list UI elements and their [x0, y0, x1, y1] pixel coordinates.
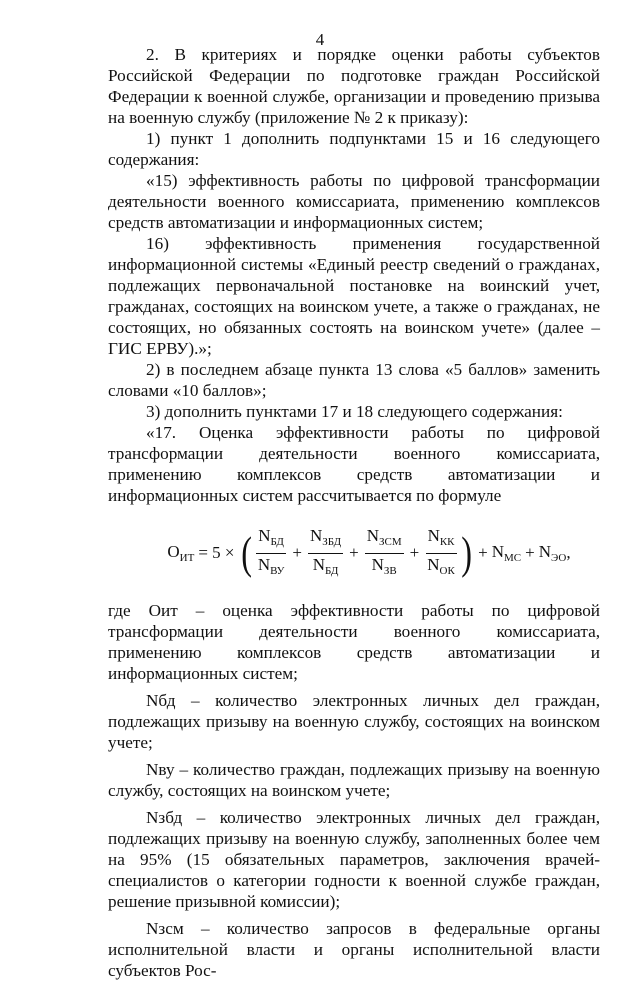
paragraph-12: Nзсм – количество запросов в федеральные органы исполнительной власти и органы исполнительной власти субъектов Рос-: [108, 919, 600, 980]
fraction-1: $\frac{N_{БД}}{N_{ВУ}}$: [257, 525, 285, 577]
paragraph-6: 3) дополнить пунктами 17 и 18 следующего содержания:: [146, 402, 563, 421]
plus-sign: +: [478, 543, 488, 562]
paragraph-9: Nбд – количество электронных личных дел граждан, подлежащих призыву на военную службу, состоящих на воинском учете;: [108, 691, 600, 752]
term-eo: $N_{ЭО}$: [538, 542, 567, 564]
fraction-2: $\frac{N_{ЗБД}}{N_{БД}}$: [309, 525, 342, 577]
plus-sign: +: [292, 543, 302, 562]
formula-close-paren: ): [461, 527, 472, 578]
paragraph-3: «15) эффективность работы по цифровой трансформации деятельности военного комиссариата, применению комплексов средств автоматизации и информационных систем;: [108, 171, 600, 232]
paragraph-11: Nзбд – количество электронных личных дел граждан, подлежащих призыву на военную службу, заполненных более чем на 95% (15 обязательных параметров, заключения врачей-специалистов о категории годности к военной службе граждан, решение призывной комиссии);: [108, 808, 600, 911]
paragraph-4: 16) эффективность применения государственной информационной системы «Единый реестр сведений о гражданах, подлежащих первоначальной постановке на воинский учет, гражданах, состоящих на воинском учете, а также о гражданах, не состоящих, но обязанных состоять на воинском учете» (далее – ГИС ЕРВУ).»;: [108, 234, 600, 358]
paragraph-10: Nву – количество граждан, подлежащих призыву на военную службу, состоящих на воинском учете;: [108, 760, 600, 800]
document-body: [108, 44, 600, 981]
formula-open-paren: (: [240, 527, 252, 578]
paragraph-1: 2. В критериях и порядке оценки работы субъектов Российской Федерации по подготовке граждан Российской Федерации к военной службе, организации и проведению призыва на военную службу (приложение № 2 к приказу):: [108, 45, 600, 127]
plus-sign: +: [525, 543, 535, 562]
fraction-3: $\frac{N_{ЗСМ}}{N_{ЗВ}}$: [366, 525, 402, 577]
fraction-4: $\frac{N_{КК}}{N_{ОК}}$: [427, 525, 455, 577]
term-mc: $N_{МС}$: [491, 542, 522, 564]
plus-sign: +: [349, 543, 359, 562]
paragraph-5: 2) в последнем абзаце пункта 13 слова «5 баллов» заменить словами «10 баллов»;: [108, 360, 600, 400]
page-number: 4: [315, 30, 325, 49]
paragraph-8: где Оит – оценка эффективности работы по цифровой трансформации деятельности военного комиссариата, применению комплексов средств автоматизации и информационных систем;: [108, 601, 600, 683]
formula-end-comma: ,: [566, 543, 571, 562]
formula: [138, 506, 600, 600]
plus-sign: +: [409, 543, 420, 562]
formula-equals: = 5 ×: [198, 543, 235, 562]
formula-lhs: $О_{ИТ}$: [167, 542, 195, 564]
paragraph-7: «17. Оценка эффективности работы по цифровой трансформации деятельности военного комиссариата, применению комплексов средств автоматизации и информационных систем рассчитывается по формуле: [108, 423, 600, 505]
paragraph-2: 1) пункт 1 дополнить подпунктами 15 и 16 следующего содержания:: [108, 129, 600, 169]
